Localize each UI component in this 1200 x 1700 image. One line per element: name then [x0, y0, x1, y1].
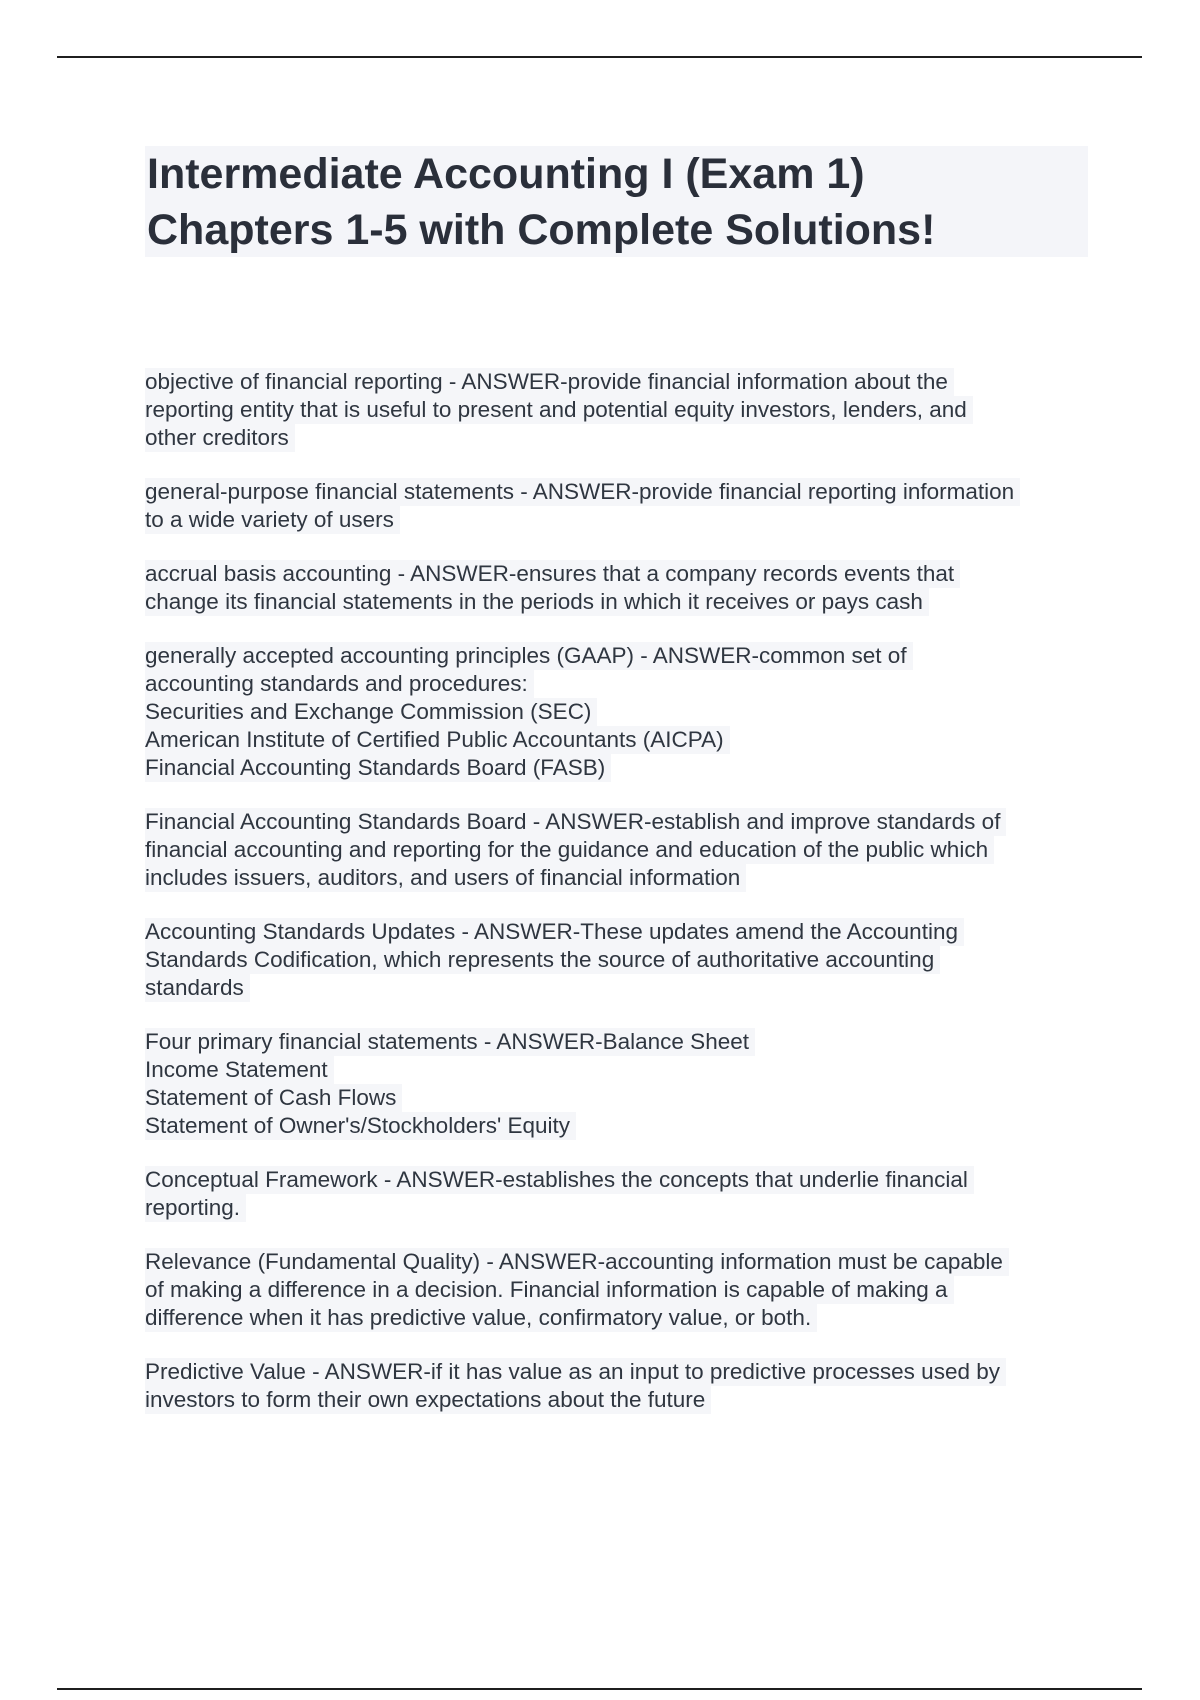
- document-title: [145, 146, 1088, 257]
- qa-line: accrual basis accounting - ANSWER-ensures that a company records events that: [145, 560, 960, 588]
- qa-list: [145, 368, 1090, 1440]
- qa-line: of making a difference in a decision. Financial information is capable of making a: [145, 1276, 954, 1304]
- title-line: Chapters 1-5 with Complete Solutions!: [147, 206, 936, 254]
- qa-line: Income Statement: [145, 1056, 334, 1084]
- qa-item: [145, 1028, 1090, 1140]
- qa-line: reporting entity that is useful to present and potential equity investors, lenders, and: [145, 396, 973, 424]
- qa-line: objective of financial reporting - ANSWER-provide financial information about the: [145, 368, 954, 396]
- qa-line: standards: [145, 974, 250, 1002]
- qa-line: other creditors: [145, 424, 295, 452]
- qa-item: [145, 642, 1090, 782]
- qa-line: Conceptual Framework - ANSWER-establishes the concepts that underlie financial: [145, 1166, 974, 1194]
- qa-line: reporting.: [145, 1194, 246, 1222]
- qa-line: Predictive Value - ANSWER-if it has value as an input to predictive processes used by: [145, 1358, 1006, 1386]
- qa-line: Accounting Standards Updates - ANSWER-These updates amend the Accounting: [145, 918, 964, 946]
- qa-line: Standards Codification, which represents the source of authoritative accounting: [145, 946, 940, 974]
- qa-item: [145, 478, 1090, 534]
- qa-line: difference when it has predictive value, confirmatory value, or both.: [145, 1304, 817, 1332]
- title-line: Intermediate Accounting I (Exam 1): [147, 150, 865, 198]
- qa-line: Financial Accounting Standards Board (FASB): [145, 754, 611, 782]
- qa-item: [145, 808, 1090, 892]
- qa-line: financial accounting and reporting for the guidance and education of the public which: [145, 836, 994, 864]
- qa-item: [145, 1248, 1090, 1332]
- qa-line: accounting standards and procedures:: [145, 670, 534, 698]
- qa-line: Financial Accounting Standards Board - ANSWER-establish and improve standards of: [145, 808, 1006, 836]
- qa-item: [145, 918, 1090, 1002]
- top-rule: [57, 56, 1142, 58]
- qa-line: Statement of Cash Flows: [145, 1084, 402, 1112]
- qa-line: generally accepted accounting principles (GAAP) - ANSWER-common set of: [145, 642, 913, 670]
- qa-item: [145, 1358, 1090, 1414]
- qa-line: Relevance (Fundamental Quality) - ANSWER-accounting information must be capable: [145, 1248, 1009, 1276]
- qa-line: Statement of Owner's/Stockholders' Equity: [145, 1112, 576, 1140]
- qa-line: to a wide variety of users: [145, 506, 400, 534]
- qa-line: change its financial statements in the periods in which it receives or pays cash: [145, 588, 929, 616]
- qa-item: [145, 1166, 1090, 1222]
- qa-line: Securities and Exchange Commission (SEC): [145, 698, 597, 726]
- qa-line: American Institute of Certified Public Accountants (AICPA): [145, 726, 730, 754]
- qa-line: Four primary financial statements - ANSWER-Balance Sheet: [145, 1028, 755, 1056]
- bottom-rule: [57, 1688, 1142, 1690]
- qa-line: investors to form their own expectations about the future: [145, 1386, 711, 1414]
- qa-item: [145, 560, 1090, 616]
- qa-line: general-purpose financial statements - ANSWER-provide financial reporting information: [145, 478, 1020, 506]
- qa-item: [145, 368, 1090, 452]
- qa-line: includes issuers, auditors, and users of financial information: [145, 864, 746, 892]
